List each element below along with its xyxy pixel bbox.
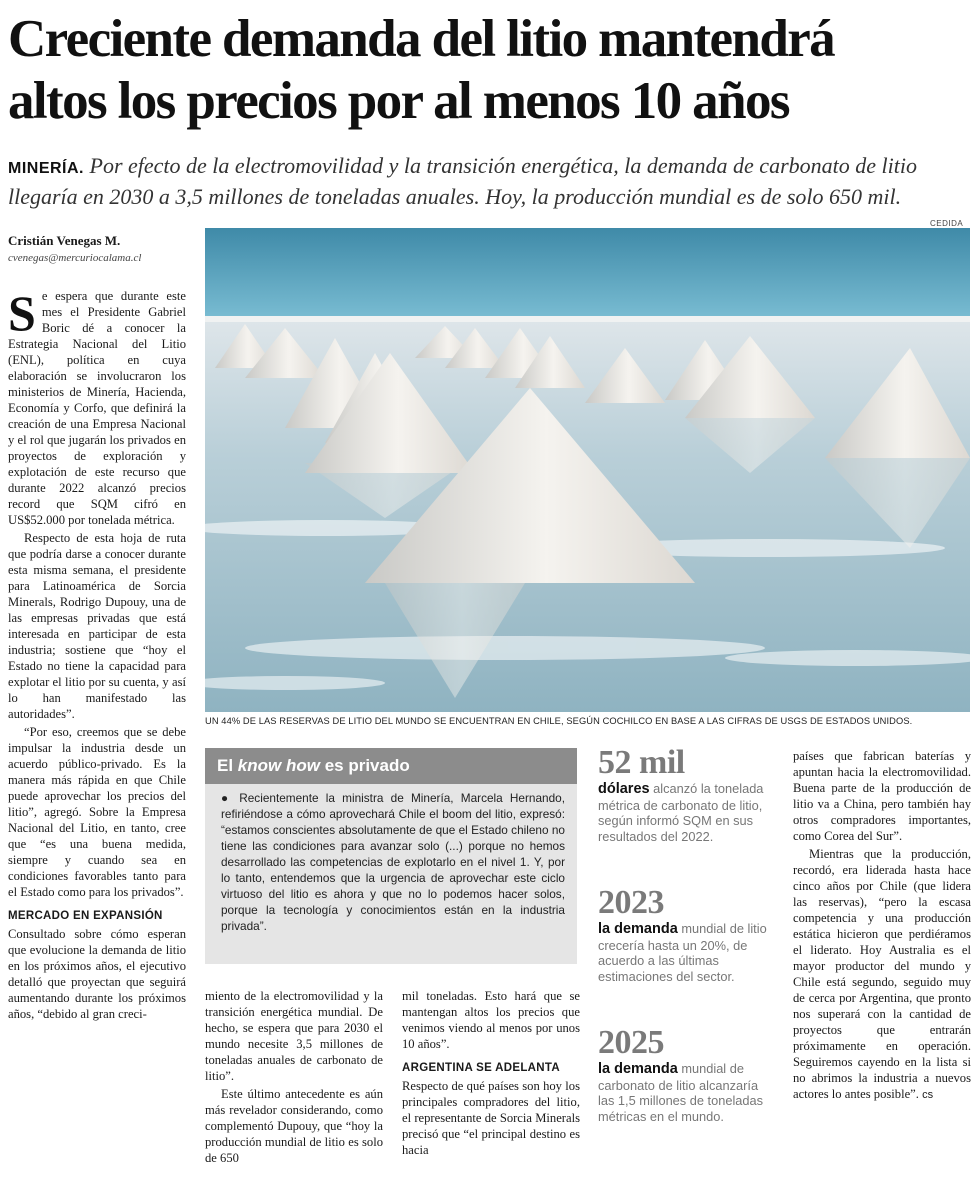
stat-body: mundial de carbonato de litio alcanzaría las 1,5 millones de toneladas métricas en el mundo. <box>598 1061 764 1124</box>
stats-column <box>598 745 776 1124</box>
column-2 <box>205 988 383 1168</box>
stat-lead: dólares <box>598 781 650 797</box>
col3-paragraph-2: Respecto de qué países son hoy los principales compradores del litio, el representante de Sorcia Minerals precisó que “el principal destino es hacia <box>402 1079 580 1157</box>
salt-flat-photo <box>205 228 970 712</box>
col2-paragraph-2: Este último antecedente es aún más revelador considerando, como complementó Dupouy, que “hoy la producción mundial de litio es solo de 650 <box>205 1087 383 1165</box>
stat-number: 52 mil <box>598 744 685 781</box>
subhead-mercado: MERCADO EN EXPANSIÓN <box>8 910 163 922</box>
col3-paragraph-1: mil toneladas. Esto hará que se mantengan altos los precios que venimos viendo al menos por unos 10 años”. <box>402 989 580 1051</box>
col1-paragraph-2: Respecto de esta hoja de ruta que podría darse a conocer durante esta misma semana, el presidente para Latinoamérica de Sorcia Minerals, Rodrigo Dupouy, una de las empresas privadas que está interesada en participar de esta industria; sostiene que “hoy el Estado no tiene la capacidad para explotar el litio por su cuenta, y así lo han manifestado las autoridades”. <box>8 531 186 721</box>
stat-number: 2023 <box>598 884 664 921</box>
stat-text <box>598 1061 776 1124</box>
stat-text <box>598 781 776 844</box>
deck <box>8 152 970 211</box>
col4-paragraph-2-text: Mientras que la producción, recordó, era liderada hasta hace cinco años por Chile (que lidera las reservas), “pero la escasa competencia y una producción estática hicieron que perdiéramos el liderato. Hoy Australia es el mayor productor del mundo y Chile está segundo, seguido muy de cerca por Argentina, que pronto nos superará con la cantidad de proyectos que entrarán próximamente en operación. Seguiremos cayendo en la lista si no abrimos la industria a nuevos actores lo antes posible”. <box>793 847 971 1101</box>
col2-paragraph-1: miento de la electromovilidad y la transición energética mundial. De hecho, se espera que para 2030 el mundo necesite 3,5 millones de toneladas anuales de carbonato de litio”. <box>205 989 383 1083</box>
sidebar-box <box>205 748 577 964</box>
headline-line-2: altos los precios por al menos 10 años <box>8 72 789 130</box>
col1-paragraph-1: e espera que durante este mes el Presidente Gabriel Boric dé a conocer la Estrategia Nacional del Litio (ENL), política en cuya elaboración se involucraron los ministerios de Minería, Hacienda, Economía y Corfo, que definirá la creación de una Empresa Nacional y el rol que jugarán los privados en proyectos de exploración y explotación de este recurso que durante 2022 alcanzó precios record que SQM cifró en US$52.000 por tonelada métrica. <box>8 289 186 527</box>
stat-number: 2025 <box>598 1024 664 1061</box>
stat-body: mundial de litio crecería hasta un 20%, de acuerdo a las últimas estimaciones del sector. <box>598 921 767 984</box>
stat-text <box>598 921 776 984</box>
stat-block <box>598 745 776 885</box>
col1-paragraph-3: “Por eso, creemos que se debe impulsar la industria desde un acuerdo público-privado. Es la manera más rápida en que Chile puede aprovechar los precios del litio”, agregó. Sobre la Empresa Nacional del Litio, en tanto, cree que “es una buena medida, siempre y cuando sea en condiciones favorables tanto para el Estado como para los privados”. <box>8 725 186 899</box>
drop-cap: S <box>8 285 36 341</box>
column-3 <box>402 988 580 1160</box>
byline-author: Cristián Venegas M. <box>8 233 121 248</box>
box-title-post: es privado <box>319 756 410 775</box>
end-mark: cs <box>922 1089 934 1101</box>
headline-line-1: Creciente demanda del litio mantendrá <box>8 10 835 68</box>
box-title-pre: El <box>217 756 238 775</box>
deck-kicker: MINERÍA. <box>8 160 84 177</box>
sidebar-box-title <box>205 748 577 784</box>
sidebar-box-text: ● Recientemente la ministra de Minería, Marcela Hernando, refiriéndose a cómo aprovechará Chile el boom del litio, expresó: “estamos conscientes absolutamente de que el Estado chileno no tiene las condiciones para avanzar solo (...) porque no hemos desarrollado las competencias de explotarlo en el nivel 1. Y, por lo tanto, entendemos que la urgencia de aprovechar este ciclo virtuoso del litio es ahora y que no lo podemos hacer solos, porque la tecnología y conocimientos están en la industria privada”. <box>221 791 565 933</box>
stat-body: alcanzó la tonelada métrica de carbonato de litio, según informó SQM en sus resultados del 2022. <box>598 781 764 844</box>
column-4 <box>793 748 971 1105</box>
stat-lead: la demanda <box>598 1061 678 1077</box>
stat-block <box>598 885 776 1025</box>
col4-paragraph-1: países que fabrican baterías y apuntan hacia la electromovilidad. Buena parte de la producción de litio va a China, pero también hay otros compradores importantes, como Corea del Sur”. <box>793 749 971 843</box>
headline <box>8 8 970 132</box>
deck-text: Por efecto de la electromovilidad y la transición energética, la demanda de carbonato de litio llegaría en 2030 a 3,5 millones de toneladas anuales. Hoy, la producción mundial es de solo 650 mil. <box>8 153 917 209</box>
box-title-em: know how <box>237 756 320 775</box>
col4-paragraph-2 <box>793 846 971 1103</box>
byline-email[interactable]: cvenegas@mercuriocalama.cl <box>8 252 142 264</box>
col1-paragraph-4: Consultado sobre cómo esperan que evolucione la demanda de litio en los próximos años, el ejecutivo detalló que proyectan que seguirá aumentando durante los próximos años, “debido al gran creci- <box>8 927 186 1021</box>
photo-caption: UN 44% DE LAS RESERVAS DE LITIO DEL MUNDO SE ENCUENTRAN EN CHILE, SEGÚN COCHILCO EN BASE A LAS CIFRAS DE USGS DE ESTADOS UNIDOS. <box>205 716 913 726</box>
photo-credit: CEDIDA <box>930 219 964 228</box>
subhead-argentina: ARGENTINA SE ADELANTA <box>402 1062 560 1074</box>
stat-lead: la demanda <box>598 921 678 937</box>
stat-block <box>598 1025 776 1124</box>
column-1 <box>8 285 186 1024</box>
